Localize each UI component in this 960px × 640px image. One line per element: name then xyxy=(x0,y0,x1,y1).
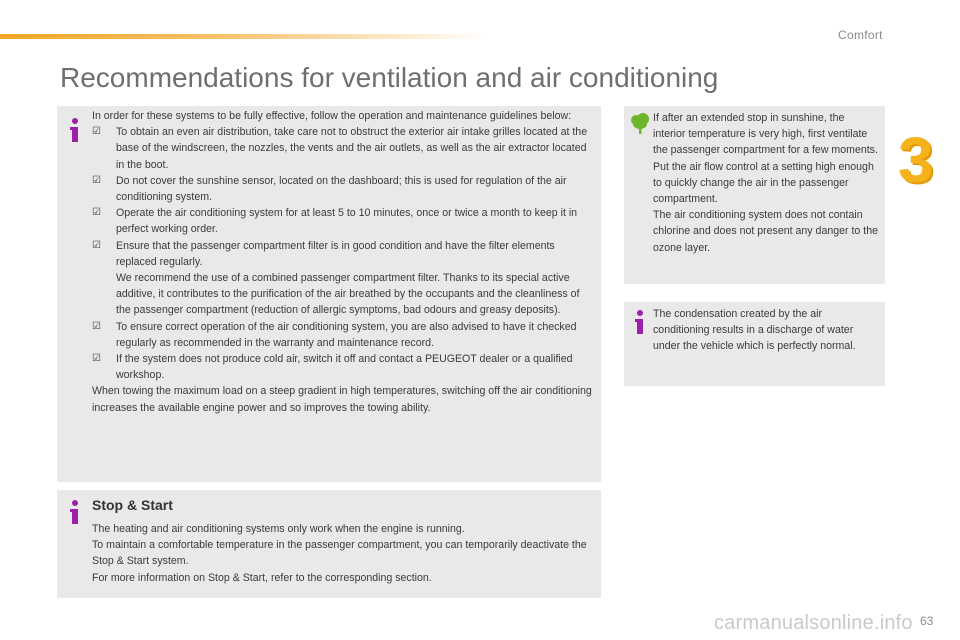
info-icon xyxy=(635,310,645,334)
accent-bar xyxy=(0,34,490,39)
page-title: Recommendations for ventilation and air conditioning xyxy=(60,62,719,93)
page-number: 63 xyxy=(920,614,934,628)
leaf-icon xyxy=(630,113,650,135)
section-label: Comfort xyxy=(838,28,883,42)
condensation-body xyxy=(653,306,863,355)
bullet-text: Ensure that the passenger compartment filter is in good condition and have the filter elements replaced regularly. xyxy=(116,239,555,268)
bullet-text: To obtain an even air distribution, take care not to obstruct the exterior air intake grilles located at the base of the windscreen, the nozzles, the vents and the air outlets, as well as the air extractor located in the boot. xyxy=(116,126,588,171)
bullet-text: Operate the air conditioning system for at least 5 to 10 minutes, once or twice a month to keep it in perfect working order. xyxy=(116,207,578,236)
list-item xyxy=(92,124,594,173)
paragraph: To maintain a comfortable temperature in the passenger compartment, you can temporarily deactivate the Stop & Start system. xyxy=(92,539,587,568)
stop-start-body xyxy=(92,497,594,586)
filter-note: We recommend the use of a combined passenger compartment filter. Thanks to its special active additive, it contributes to the purification of the air breathed by the occupants and the cleanliness of the passenger compartment (reduction of allergic symptoms, bad odours and greasy deposits). xyxy=(116,272,580,317)
list-item xyxy=(92,238,594,319)
bullet-checkbox-icon: ☑ xyxy=(92,353,101,365)
condensation-panel xyxy=(624,302,885,386)
bullet-checkbox-icon: ☑ xyxy=(92,174,101,186)
watermark: carmanualsonline.info xyxy=(714,612,913,634)
chapter-number: 3 xyxy=(898,124,934,196)
list-item xyxy=(92,205,594,237)
paragraph: For more information on Stop & Start, refer to the corresponding section. xyxy=(92,571,432,584)
towing-note: When towing the maximum load on a steep gradient in high temperatures, switching off the air conditioning increases the available engine power and so improves the towing ability. xyxy=(92,385,592,414)
list-item xyxy=(92,173,594,205)
bullet-text: To ensure correct operation of the air conditioning system, you are also advised to have it checked regularly as recommended in the warranty and maintenance record. xyxy=(116,320,577,349)
paragraph: The air conditioning system does not contain chlorine and does not present any danger to the ozone layer. xyxy=(653,209,878,254)
bullet-checkbox-icon: ☑ xyxy=(92,320,101,332)
stop-start-text xyxy=(92,521,594,586)
paragraph: Put the air flow control at a setting high enough to quickly change the air in the passenger compartment. xyxy=(653,160,874,206)
eco-body xyxy=(653,110,879,256)
info-icon xyxy=(70,118,80,142)
bullet-checkbox-icon: ☑ xyxy=(92,207,101,219)
info-icon xyxy=(70,500,80,524)
list-item xyxy=(92,351,594,383)
stop-start-panel xyxy=(57,490,601,598)
bullet-checkbox-icon: ☑ xyxy=(92,126,101,138)
intro-text: In order for these systems to be fully effective, follow the operation and maintenance guidelines below: xyxy=(92,110,572,122)
bullet-checkbox-icon: ☑ xyxy=(92,239,101,251)
eco-panel xyxy=(624,106,885,284)
recommendations-body xyxy=(92,108,594,416)
paragraph: The condensation created by the air conditioning results in a discharge of water under the vehicle which is perfectly normal. xyxy=(653,308,856,353)
bullet-text: Do not cover the sunshine sensor, located on the dashboard; this is used for regulation of the air conditioning system. xyxy=(116,174,567,204)
list-item xyxy=(92,319,594,351)
paragraph: If after an extended stop in sunshine, the interior temperature is very high, first ventilate the passenger compartment for a few moments. xyxy=(653,112,878,157)
bullet-text: If the system does not produce cold air, switch it off and contact a PEUGEOT dealer or a qualified workshop. xyxy=(116,353,573,382)
stop-start-heading: Stop & Start xyxy=(92,497,173,513)
recommendations-panel xyxy=(57,106,601,482)
paragraph: The heating and air conditioning systems only work when the engine is running. xyxy=(92,523,465,535)
